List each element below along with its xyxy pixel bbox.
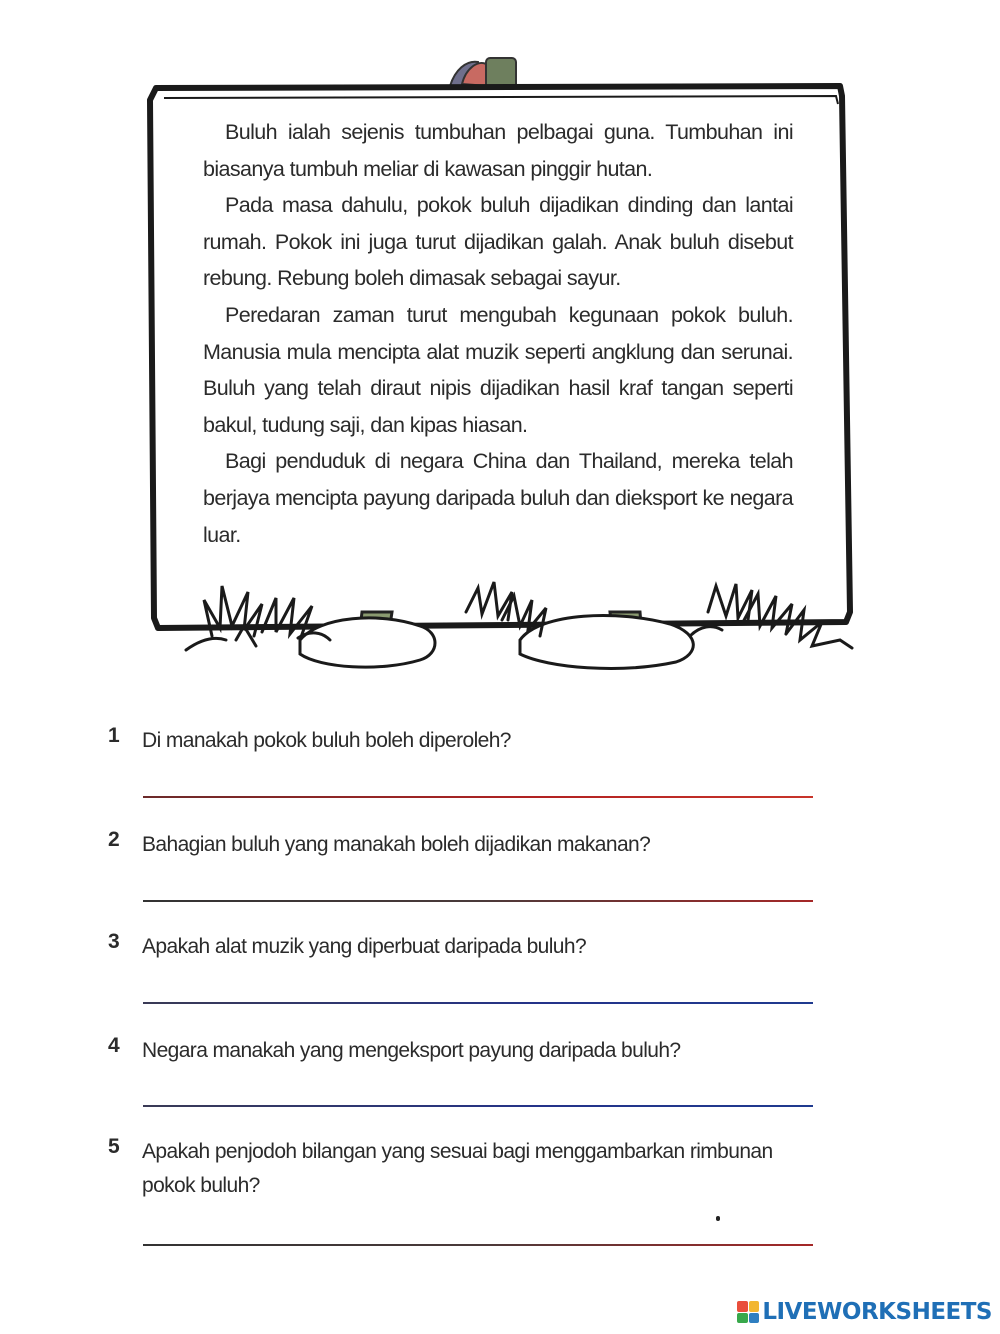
question-text: Apakah alat muzik yang diperbuat daripada buluh? (142, 935, 587, 958)
brand-name: LIVEWORKSHEETS (762, 1299, 992, 1325)
answer-line-2[interactable] (143, 900, 813, 902)
question-number: 3 (108, 930, 120, 953)
question-text: Apakah penjodoh bilangan yang sesuai bagi menggambarkan rimbunan pokok buluh? (142, 1140, 773, 1197)
liveworksheets-brand[interactable] (737, 1298, 992, 1326)
passage-paragraph: Bagi penduduk di negara China dan Thailand, mereka telah berjaya mencipta payung daripada buluh dan dieksport ke negara luar. (203, 449, 793, 547)
answer-line-1[interactable] (143, 796, 813, 798)
sign-top-ornament-icon (450, 58, 516, 88)
question-text: Negara manakah yang mengeksport payung daripada buluh? (142, 1039, 681, 1062)
question-text: Di manakah pokok buluh boleh diperoleh? (142, 729, 511, 752)
ink-dot (716, 1216, 720, 1221)
liveworksheets-logo-icon (737, 1301, 759, 1323)
reading-passage (203, 114, 793, 553)
question-number: 1 (108, 724, 120, 747)
question-number: 4 (108, 1034, 120, 1057)
answer-line-3[interactable] (143, 1002, 813, 1004)
question-number: 2 (108, 828, 120, 851)
question-number: 5 (108, 1135, 120, 1158)
passage-paragraph: Buluh ialah sejenis tumbuhan pelbagai guna. Tumbuhan ini biasanya tumbuh meliar di kawasan pinggir hutan. (203, 120, 793, 181)
question-text: Bahagian buluh yang manakah boleh dijadikan makanan? (142, 833, 651, 856)
answer-line-5[interactable] (143, 1244, 813, 1246)
answer-line-4[interactable] (143, 1105, 813, 1107)
passage-paragraph: Pada masa dahulu, pokok buluh dijadikan dinding dan lantai rumah. Pokok ini juga turut dijadikan galah. Anak buluh disebut rebung. Rebung boleh dimasak sebagai sayur. (203, 193, 793, 291)
passage-paragraph: Peredaran zaman turut mengubah kegunaan pokok buluh. Manusia mula mencipta alat muzik seperti angklung dan serunai. Buluh yang telah diraut nipis dijadikan hasil kraf tangan seperti bakul, tudung saji, dan kipas hiasan. (203, 302, 793, 437)
